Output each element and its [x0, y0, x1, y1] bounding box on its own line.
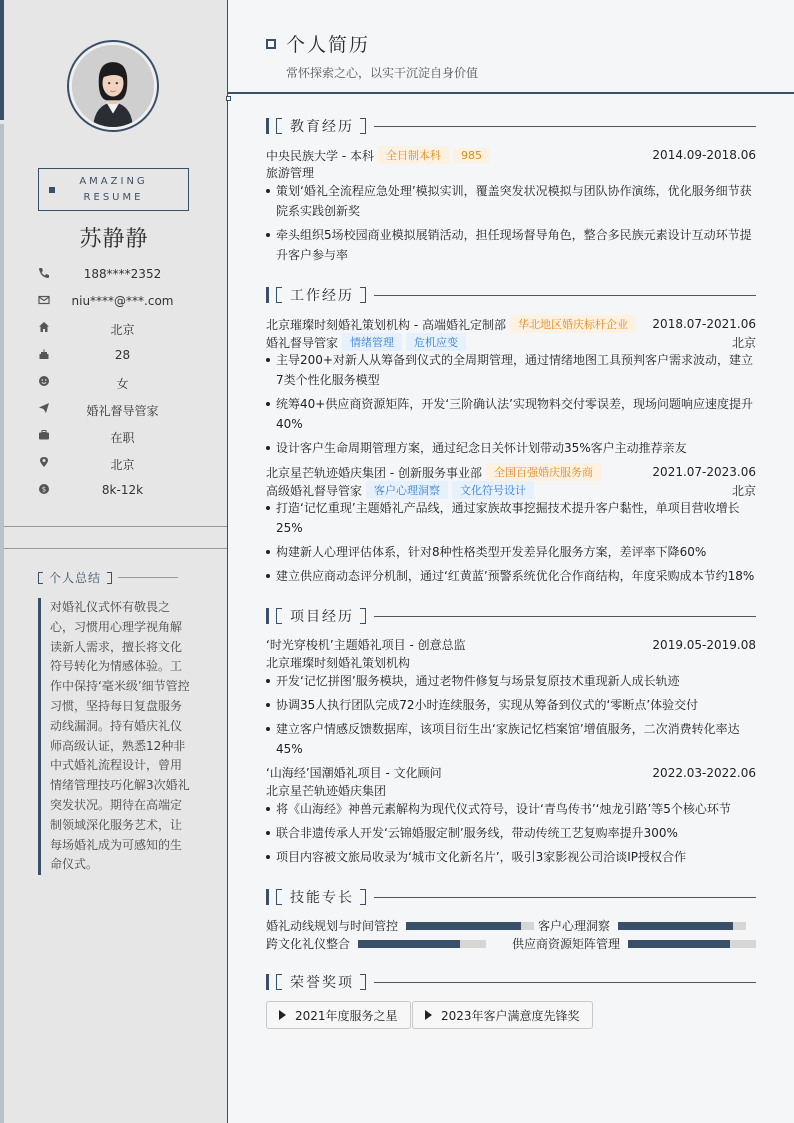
- section-title: 教育经历: [290, 119, 354, 135]
- skill-bar-fill: [358, 940, 460, 948]
- cake-icon: [38, 348, 50, 360]
- sidebar-divider: [4, 526, 227, 527]
- badge-line-1: AMAZING: [79, 176, 148, 187]
- bracket-left-icon: [276, 118, 282, 134]
- job-role: 婚礼督导管家: [266, 335, 339, 350]
- location-pin-icon: [38, 456, 50, 468]
- portrait-image: [72, 45, 154, 127]
- info-phone: [0, 262, 228, 289]
- bracket-left-icon: [38, 572, 43, 584]
- education-major-row: [266, 164, 756, 181]
- section-project-heading: [266, 606, 756, 626]
- bracket-right-icon: [360, 974, 366, 990]
- role-tag: 客户心理洞察: [366, 481, 448, 499]
- bracket-right-icon: [360, 608, 366, 624]
- work-date: 2018.07-2021.06: [652, 317, 756, 331]
- section-bar: [266, 608, 269, 624]
- info-gender: [0, 370, 228, 397]
- skill-bar: [358, 940, 486, 948]
- work-role-row: [266, 333, 756, 351]
- phone-number[interactable]: 188****2352: [83, 267, 162, 281]
- company-tag: 华北地区婚庆标杆企业: [510, 315, 636, 333]
- project-header-row: [266, 764, 756, 781]
- square-icon: [49, 187, 55, 193]
- education-date: 2014.09-2018.06: [652, 148, 756, 162]
- education-tag: 985: [453, 148, 490, 163]
- page-title-text: 个人简历: [286, 34, 371, 56]
- badge-line-2: RESUME: [83, 192, 144, 203]
- project-date: 2022.03-2022.06: [652, 765, 756, 780]
- role-tag: 危机应变: [406, 333, 466, 351]
- project-org-row: [266, 782, 756, 799]
- bracket-left-icon: [276, 974, 282, 990]
- skill-item: [266, 935, 486, 952]
- award-badge: [266, 1001, 411, 1029]
- salary-value: 8k-12k: [101, 483, 144, 497]
- section-rule: [374, 295, 756, 296]
- bracket-right-icon: [360, 889, 366, 905]
- sidebar-accent-bar: [0, 0, 4, 120]
- project-bullet: 建立客户情感反馈数据库，该项目衍生出‘家族记忆档案馆’增值服务，二次消费转化率达45%: [266, 719, 756, 759]
- status-value: 在职: [110, 431, 135, 445]
- section-work-heading: [266, 285, 756, 305]
- major-name: 旅游管理: [266, 166, 315, 180]
- info-age: [0, 343, 228, 370]
- project-org-row: [266, 654, 756, 671]
- project-date: 2019.05-2019.08: [652, 637, 756, 652]
- project-bullet: 开发‘记忆拼图’服务模块，通过老物件修复与场景复原技术重现新人成长轨迹: [266, 671, 756, 691]
- summary-title: 个人总结: [49, 571, 102, 585]
- section-bar: [266, 118, 269, 134]
- skill-bar-fill: [628, 940, 730, 948]
- money-icon: [38, 483, 50, 495]
- face-icon: [38, 375, 50, 387]
- company-name: 北京璀璨时刻婚礼策划机构 - 高端婚礼定制部: [266, 317, 506, 332]
- bracket-left-icon: [276, 889, 282, 905]
- info-position: [0, 397, 228, 424]
- work-bullet: 建立供应商动态评分机制，通过‘红黄蓝’预警系统优化合作商结构，年度采购成本节约18%: [266, 566, 756, 586]
- phone-icon: [38, 267, 50, 279]
- info-location: [0, 451, 228, 478]
- bracket-right-icon: [360, 287, 366, 303]
- role-tag: 情绪管理: [342, 333, 402, 351]
- section-bar: [266, 889, 269, 905]
- project-org: 北京璀璨时刻婚礼策划机构: [266, 656, 411, 670]
- position-value: 婚礼督导管家: [86, 404, 159, 418]
- briefcase-icon: [38, 429, 50, 441]
- header-divider-marker: [226, 96, 231, 101]
- header-divider: [228, 92, 794, 94]
- play-triangle-icon: [425, 1010, 432, 1020]
- bracket-left-icon: [276, 608, 282, 624]
- section-education-heading: [266, 116, 756, 136]
- work-city: 北京: [731, 483, 756, 498]
- sidebar: [0, 0, 228, 1123]
- bracket-left-icon: [276, 287, 282, 303]
- education-bullet: 策划‘婚礼全流程应急处理’模拟实训，覆盖突发状况模拟与团队协作演练，优化服务细节获院系实践创新奖: [266, 181, 756, 221]
- section-rule: [374, 616, 756, 617]
- home-icon: [38, 321, 50, 333]
- project-name: ‘时光穿梭机’主题婚礼项目 - 创意总监: [266, 638, 466, 652]
- bracket-right-icon: [360, 118, 366, 134]
- residence-value: 北京: [110, 323, 135, 337]
- amazing-resume-badge: [38, 168, 189, 211]
- skill-item: [512, 935, 756, 952]
- section-rule: [374, 897, 756, 898]
- mail-icon: [38, 294, 50, 306]
- skill-name: 供应商资源矩阵管理: [512, 937, 621, 951]
- section-title: 工作经历: [290, 288, 354, 304]
- project-bullet: 联合非遗传承人开发‘云锦婚服定制’服务线，带动传统工艺复购率提升300%: [266, 823, 756, 843]
- info-email: [0, 289, 228, 316]
- section-title: 技能专长: [290, 890, 354, 906]
- info-residence: [0, 316, 228, 343]
- school-name: 中央民族大学 - 本科: [266, 148, 374, 163]
- education-bullet: 牵头组织5场校园商业模拟展销活动，担任现场督导角色，整合多民族元素设计互动环节提升客户参与率: [266, 225, 756, 265]
- skill-bar-fill: [618, 922, 733, 930]
- play-triangle-icon: [279, 1010, 286, 1020]
- age-value: 28: [114, 348, 131, 362]
- skill-item: [266, 917, 534, 934]
- section-skills-heading: [266, 887, 756, 907]
- sidebar-divider: [4, 548, 227, 549]
- section-awards-heading: [266, 972, 756, 992]
- role-tag: 文化符号设计: [452, 481, 534, 499]
- work-header-row: [266, 315, 756, 333]
- project-bullet: 协调35人执行团队完成72小时连续服务，实现从筹备到仪式的‘零断点’体验交付: [266, 695, 756, 715]
- info-status: [0, 424, 228, 451]
- award-name: 2023年客户满意度先锋奖: [441, 1008, 580, 1023]
- skill-item: [538, 917, 746, 934]
- work-date: 2021.07-2023.06: [652, 465, 756, 479]
- section-title: 项目经历: [290, 609, 354, 625]
- skill-bar: [406, 922, 534, 930]
- work-bullet: 打造‘记忆重现’主题婚礼产品线，通过家族故事挖掘技术提升客户黏性，单项目营收增长25%: [266, 498, 756, 538]
- section-title: 荣誉奖项: [290, 975, 354, 991]
- summary-heading: [38, 569, 178, 586]
- project-header-row: [266, 636, 756, 653]
- main-content: [228, 0, 794, 1123]
- skill-bar-fill: [406, 922, 521, 930]
- work-city: 北京: [731, 335, 756, 350]
- square-icon: [266, 39, 276, 49]
- company-name: 北京星芒轨迹婚庆集团 - 创新服务事业部: [266, 465, 482, 480]
- skill-name: 婚礼动线规划与时间管控: [266, 919, 399, 933]
- location-value: 北京: [110, 458, 135, 472]
- work-bullet: 统筹40+供应商资源矩阵，开发‘三阶确认法’实现物料交付零误差，现场问题响应速度提升40%: [266, 394, 756, 434]
- skill-bar: [618, 922, 746, 930]
- company-tag: 全国百强婚庆服务商: [486, 463, 601, 481]
- section-bar: [266, 974, 269, 990]
- skill-name: 跨文化礼仪整合: [266, 937, 351, 951]
- award-badge: [412, 1001, 593, 1029]
- page-title: [266, 30, 370, 57]
- skill-bar: [628, 940, 756, 948]
- project-name: ‘山海经’国潮婚礼项目 - 文化顾问: [266, 766, 442, 780]
- bracket-right-icon: [107, 572, 112, 584]
- work-bullet: 构建新人心理评估体系，针对8种性格类型开发差异化服务方案，差评率下降60%: [266, 542, 756, 562]
- section-bar: [266, 287, 269, 303]
- education-header-row: [266, 146, 756, 164]
- avatar: [67, 40, 159, 132]
- project-bullet: 项目内容被文旅局收录为‘城市文化新名片’，吸引3家影视公司洽谈IP授权合作: [266, 847, 756, 867]
- skill-name: 客户心理洞察: [538, 919, 611, 933]
- heading-rule: [118, 577, 178, 578]
- education-tag: 全日制本科: [378, 146, 449, 164]
- contact-info: [0, 262, 228, 505]
- person-name: 苏静静: [79, 227, 149, 252]
- job-role: 高级婚礼督导管家: [266, 483, 363, 498]
- section-rule: [374, 126, 756, 127]
- work-bullet: 设计客户生命周期管理方案，通过纪念日关怀计划带动35%客户主动推荐亲友: [266, 438, 756, 458]
- svg-text:$: $: [41, 485, 47, 494]
- work-header-row: [266, 463, 756, 481]
- section-rule: [374, 982, 756, 983]
- page-subtitle: 常怀探索之心，以实干沉淀自身价值: [286, 66, 479, 80]
- work-role-row: [266, 481, 756, 499]
- email-address[interactable]: niu****@***.com: [71, 294, 174, 308]
- work-bullet: 主导200+对新人从筹备到仪式的全周期管理，通过情绪地图工具预判客户需求波动，建立7类个性化服务模型: [266, 350, 756, 390]
- send-icon: [38, 402, 50, 414]
- gender-value: 女: [116, 377, 129, 391]
- award-name: 2021年度服务之星: [295, 1008, 398, 1023]
- project-bullet: 将《山海经》神兽元素解构为现代仪式符号，设计‘青鸟传书’‘烛龙引路’等5个核心环节: [266, 799, 756, 819]
- summary-text: 对婚礼仪式怀有敬畏之心，习惯用心理学视角解读新人需求，擅长将文化符号转化为情感体验。工作中保持‘毫米级’细节管控习惯，坚持每日复盘服务动线漏洞。持有婚庆礼仪师高级认证，熟悉12种非中式婚礼流程设计，曾用情绪管理技巧化解3次婚礼突发状况。期待在高端定制领域深化服务艺术，让每场婚礼成为可感知的生命仪式。: [38, 598, 190, 875]
- info-salary: [0, 478, 228, 505]
- avatar-photo: [72, 45, 154, 127]
- project-org: 北京星芒轨迹婚庆集团: [266, 784, 387, 798]
